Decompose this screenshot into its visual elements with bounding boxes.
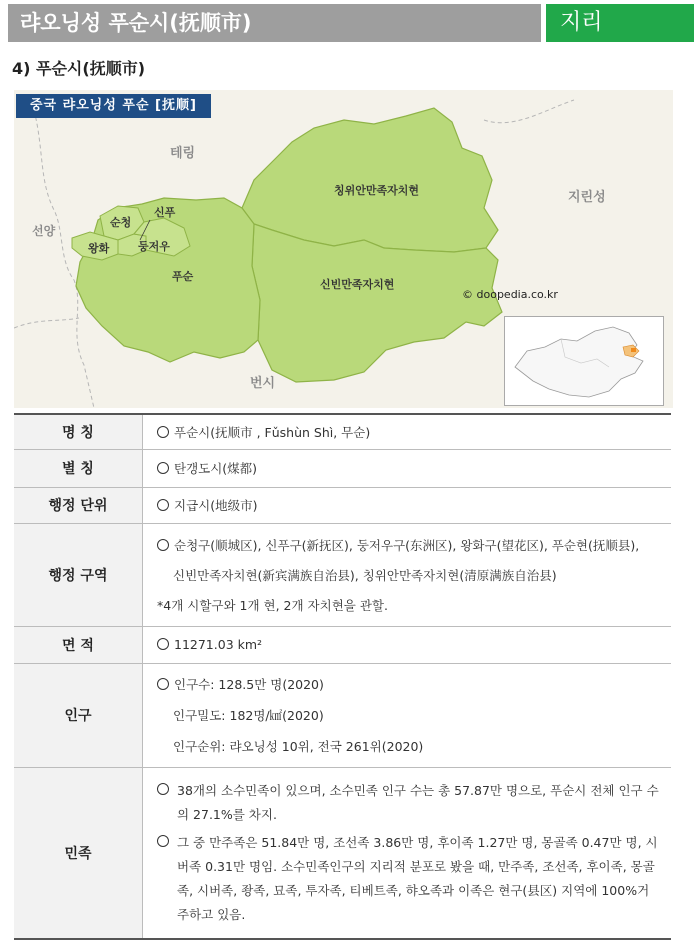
label-dongzhou: 둥저우 xyxy=(138,240,170,253)
row-label-population: 인구 xyxy=(14,663,143,767)
bullet-icon xyxy=(157,539,169,551)
label-shuncheng: 순청 xyxy=(110,216,132,229)
header-title: 랴오닝성 푸순시(抚顺市) xyxy=(8,4,541,42)
population-rank: 인구순위: 랴오닝성 10위, 전국 261위(2020) xyxy=(173,739,424,754)
row-value-alias: 탄갱도시(煤都) xyxy=(174,461,258,476)
admin-division-note: *4개 시할구와 1개 현, 2개 자치현을 관할. xyxy=(157,597,388,613)
table-row xyxy=(14,449,671,487)
qingyuan-region xyxy=(242,108,498,252)
label-benxi: 번시 xyxy=(250,376,276,391)
label-xinbin: 신빈만족자치현 xyxy=(320,278,395,291)
label-shenyang: 선양 xyxy=(32,224,56,238)
region-map xyxy=(14,90,673,408)
table-row xyxy=(14,523,671,626)
table-row xyxy=(14,414,671,449)
table-row xyxy=(14,767,671,939)
label-qingyuan: 칭위안만족자치현 xyxy=(334,184,420,197)
ethnicity-paragraph-2: 그 중 만주족은 51.84만 명, 조선족 3.86만 명, 후이족 1.27만 명, 몽골족 0.47만 명, 시버족 0.31만 명임. 소수민족인구의 지리적 분포로 봤을 때, 만주족, 조선족, 후이족, 몽골족, 시버족, 좡족, 묘족, 투자족, 티베트족, 햐오족과 이족은 현구(县区) 지역에 100%거주하고 있음. xyxy=(177,834,658,922)
label-xinfu: 신푸 xyxy=(154,206,176,219)
bullet-icon xyxy=(157,835,169,847)
row-label-admin-unit: 행정 단위 xyxy=(14,487,143,523)
population-count: 인구수: 128.5만 명(2020) xyxy=(174,677,324,692)
label-tieling: 테링 xyxy=(170,146,196,161)
row-label-alias: 별 칭 xyxy=(14,449,143,487)
admin-division-line2: 신빈만족자치현(新宾满族自治县), 칭위안만족자치현(清原满族自治县) xyxy=(173,567,557,583)
bullet-icon xyxy=(157,783,169,795)
category-badge: 지리 xyxy=(546,4,694,42)
row-label-ethnicity: 민족 xyxy=(14,767,143,939)
bullet-icon xyxy=(157,638,169,650)
bullet-icon xyxy=(157,462,169,474)
info-table xyxy=(14,413,671,940)
row-label-admin-division: 행정 구역 xyxy=(14,523,143,626)
highlight-fushun xyxy=(631,348,636,352)
table-row xyxy=(14,626,671,663)
row-value-name: 푸순시(抚顺市 , Fǔshùn Shì, 무순) xyxy=(174,424,371,440)
china-inset-map xyxy=(504,316,664,406)
row-label-name: 명 칭 xyxy=(14,414,143,449)
bullet-icon xyxy=(157,678,169,690)
map-credit: © doopedia.co.kr xyxy=(462,288,558,301)
section-title: 4) 푸순시(抚顺市) xyxy=(12,59,146,78)
page-header xyxy=(8,4,694,42)
label-wanghua: 왕화 xyxy=(88,242,110,255)
china-outline xyxy=(505,317,663,405)
label-fushun: 푸순 xyxy=(172,270,194,283)
label-jilin: 지린성 xyxy=(568,190,606,205)
ethnicity-paragraph-1: 38개의 소수민족이 있으며, 소수민족 인구 수는 총 57.87만 명으로, 푸순시 전체 인구 수의 27.1%를 차지. xyxy=(177,782,659,822)
table-row xyxy=(14,663,671,767)
table-row xyxy=(14,487,671,523)
row-value-admin-unit: 지급시(地级市) xyxy=(174,498,258,513)
bullet-icon xyxy=(157,426,169,438)
population-density: 인구밀도: 182명/㎢(2020) xyxy=(173,708,324,723)
row-value-area: 11271.03 km² xyxy=(174,637,263,652)
bullet-icon xyxy=(157,499,169,511)
admin-division-line1: 순청구(顺城区), 신푸구(新抚区), 둥저우구(东洲区), 왕화구(望花区), 푸순현(抚顺县), xyxy=(174,537,640,553)
map-banner: 중국 랴오닝성 푸순 [抚顺] xyxy=(16,94,211,118)
row-label-area: 면 적 xyxy=(14,626,143,663)
